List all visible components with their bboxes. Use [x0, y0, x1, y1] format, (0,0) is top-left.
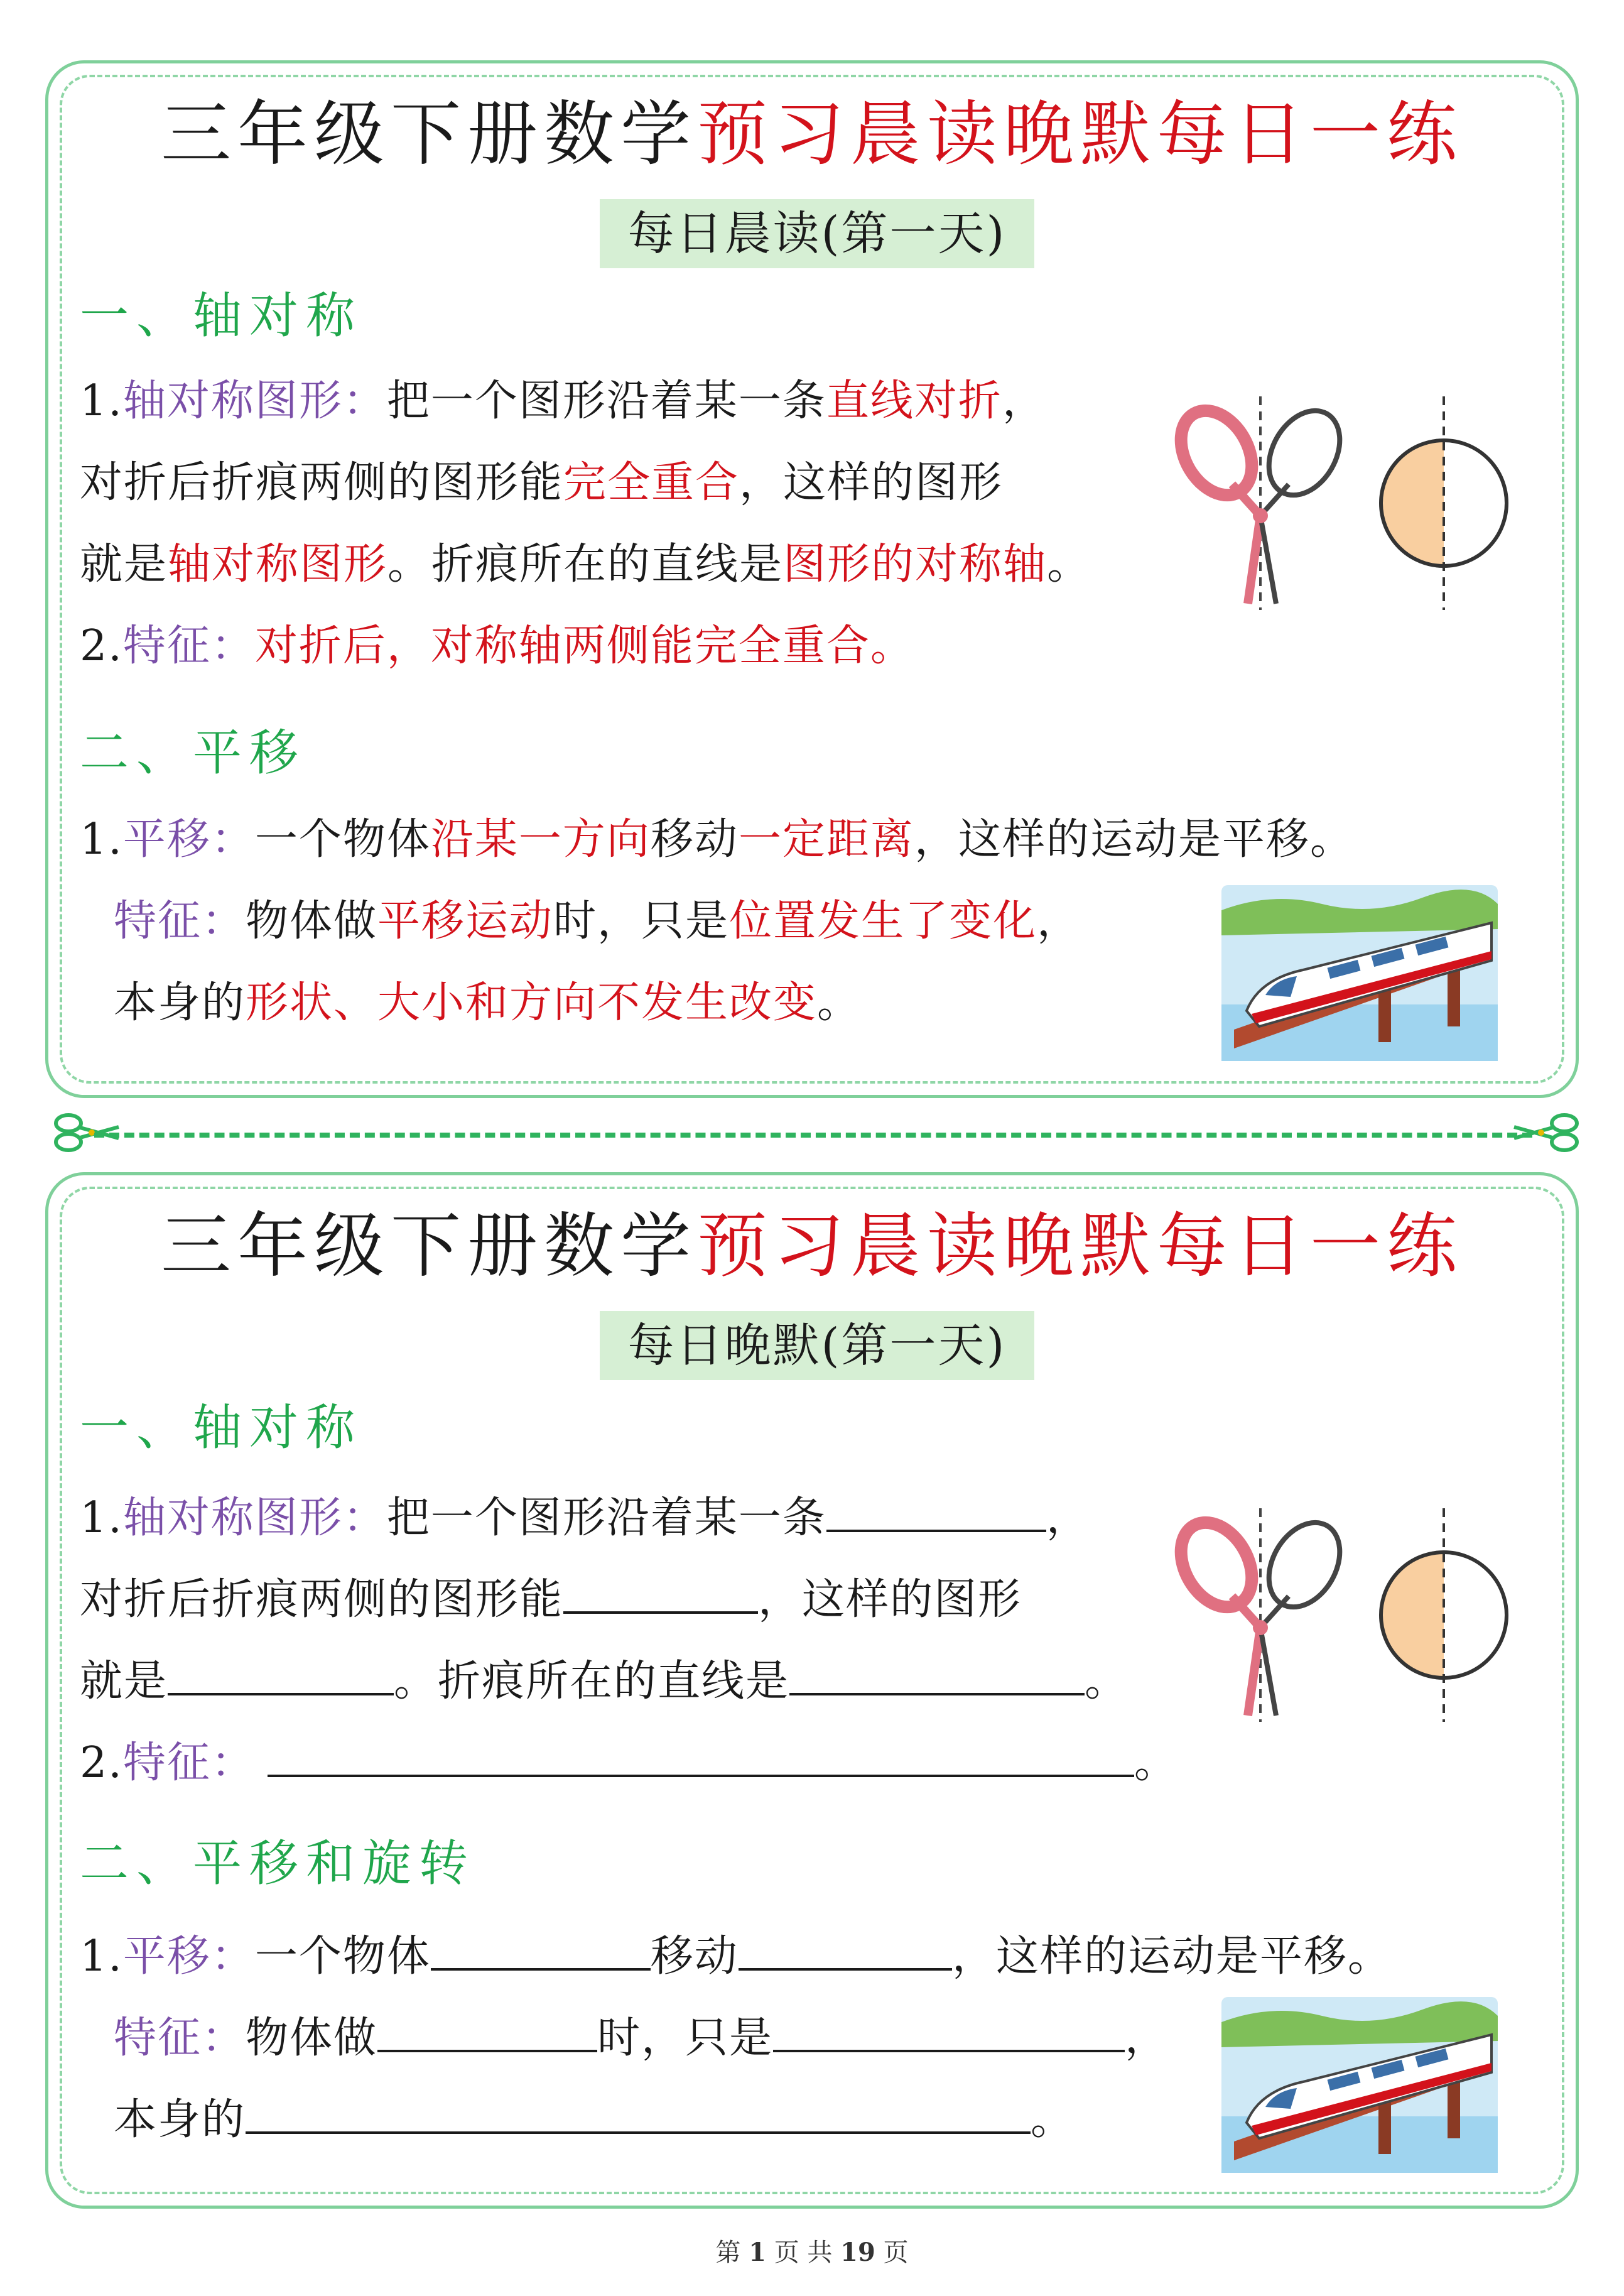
text: 。 [1031, 2095, 1075, 2145]
text: 。 [817, 978, 862, 1028]
symmetry-illustration [1172, 1496, 1524, 1734]
item-number: 2. [80, 1738, 123, 1788]
fill-blank[interactable] [739, 1920, 952, 1971]
translation-feature-line-2 [114, 972, 861, 1035]
text: 。 [1085, 1657, 1129, 1706]
symmetry-feature-line [80, 615, 914, 678]
footer-text: 第 [715, 2238, 741, 2267]
key-phrase: 直线对折 [826, 376, 1002, 426]
title-black-part: 三年级下册数学 [161, 1205, 697, 1287]
footer-text: 页 [883, 2238, 909, 2267]
fill-blank[interactable] [431, 1920, 651, 1971]
symmetry-line-3 [80, 1645, 1129, 1713]
text: 时，只是 [553, 896, 730, 946]
key-phrase: 沿某一方向 [430, 815, 651, 864]
fill-blank[interactable] [826, 1482, 1046, 1532]
title-black-part: 三年级下册数学 [161, 94, 697, 175]
term-label: 特征： [114, 896, 246, 946]
text: 把一个图形沿着某一条 [386, 376, 826, 426]
scissors-icon [1172, 1508, 1354, 1722]
key-phrase: 完全重合 [563, 458, 740, 508]
symmetry-line-2 [80, 452, 1003, 514]
title-red-part: 预习晨读晚默每日一练 [697, 1205, 1463, 1287]
text: ， [1125, 2013, 1169, 2063]
text: 就是 [80, 540, 168, 589]
key-phrase: 对折后，对称轴两侧能完全重合。 [254, 621, 914, 671]
text: 移动 [650, 815, 739, 864]
text: 对折后折痕两侧的图形能 [80, 1575, 564, 1624]
fill-blank[interactable] [563, 1564, 758, 1614]
title-red-part: 预习晨读晚默每日一练 [697, 94, 1463, 175]
symmetry-feature-line [80, 1727, 1178, 1795]
morning-reading-card [45, 60, 1579, 1098]
term-label: 特征： [114, 2013, 246, 2063]
subtitle-badge: 每日晨读(第一天) [600, 199, 1034, 268]
text: ， [1002, 376, 1046, 426]
text: ，这样的运动是平移。 [951, 1932, 1392, 1981]
translation-feature-line-1 [114, 890, 1081, 953]
cut-line-divider [94, 1133, 1532, 1138]
text: 物体做 [246, 896, 378, 946]
footer-text: 页 共 [774, 2238, 833, 2267]
term-label: 特征： [122, 1738, 255, 1788]
fill-blank[interactable] [246, 2084, 1031, 2134]
scissors-icon [1511, 1111, 1580, 1155]
text: 把一个图形沿着某一条 [386, 1493, 826, 1543]
item-number: 1. [80, 376, 123, 426]
text: 一个物体 [254, 815, 431, 864]
term-label: 平移： [122, 815, 255, 864]
fill-blank[interactable] [789, 1645, 1085, 1695]
symmetry-line-2 [80, 1564, 1022, 1631]
page-title [48, 94, 1576, 175]
translation-feature-line-1 [114, 2002, 1169, 2070]
circle-fold-icon [1381, 1508, 1507, 1722]
text: 。折痕所在的直线是 [394, 1657, 790, 1706]
subtitle-badge: 每日晚默(第一天) [600, 1311, 1034, 1380]
text: 本身的 [114, 978, 246, 1028]
text: 时，只是 [597, 2013, 774, 2063]
symmetry-line-3 [80, 533, 1091, 596]
section-heading-symmetry: 一、轴对称 [80, 288, 363, 344]
text: 。 [1134, 1738, 1178, 1788]
translation-line-1 [80, 1920, 1392, 1988]
text: 。 [1047, 540, 1091, 589]
section-heading-symmetry: 一、轴对称 [80, 1400, 363, 1456]
symmetry-line-1 [80, 370, 1046, 433]
fill-blank[interactable] [773, 2002, 1125, 2052]
section-heading-translation: 二、平移 [80, 725, 306, 781]
term-label: 平移： [122, 1932, 255, 1981]
fill-blank[interactable] [377, 2002, 597, 2052]
key-phrase: 平移运动 [377, 896, 554, 946]
circle-fold-icon [1381, 396, 1507, 610]
evening-dictation-card [45, 1172, 1579, 2209]
key-phrase: 形状、大小和方向不发生改变 [246, 978, 818, 1028]
term-label: 轴对称图形： [122, 376, 387, 426]
text: 物体做 [246, 2013, 378, 2063]
key-phrase: 轴对称图形 [168, 540, 388, 589]
text: 一个物体 [254, 1932, 431, 1981]
text: ， [1037, 896, 1081, 946]
item-number: 1. [80, 1932, 123, 1981]
item-number: 1. [80, 1493, 123, 1543]
page-footer [0, 2234, 1624, 2272]
text: 。折痕所在的直线是 [387, 540, 784, 589]
translation-line-1 [80, 808, 1354, 871]
text: 本身的 [114, 2095, 246, 2145]
key-phrase: 一定距离 [738, 815, 914, 864]
text: 对折后折痕两侧的图形能 [80, 458, 564, 508]
term-label: 特征： [122, 621, 255, 671]
fill-blank[interactable] [268, 1727, 1134, 1777]
section-heading-translation-rotation: 二、平移和旋转 [80, 1836, 476, 1892]
item-number: 1. [80, 815, 123, 864]
key-phrase: 图形的对称轴 [783, 540, 1047, 589]
text: 就是 [80, 1657, 168, 1706]
page-title [48, 1205, 1576, 1287]
item-number: 2. [80, 621, 123, 671]
text: ，这样的图形 [758, 1575, 1022, 1624]
current-page-number: 1 [749, 2238, 766, 2267]
translation-feature-line-2 [114, 2084, 1075, 2152]
text: 移动 [650, 1932, 739, 1981]
text: ，这样的运动是平移。 [914, 815, 1354, 864]
train-icon [1221, 1997, 1498, 2173]
fill-blank[interactable] [168, 1645, 394, 1695]
symmetry-line-1 [80, 1482, 1090, 1550]
train-icon [1221, 885, 1498, 1061]
text: ，这样的图形 [739, 458, 1004, 508]
scissors-icon [1172, 396, 1354, 610]
text: ， [1046, 1493, 1090, 1543]
symmetry-illustration [1172, 384, 1524, 623]
term-label: 轴对称图形： [122, 1493, 387, 1543]
key-phrase: 位置发生了变化 [729, 896, 1037, 946]
total-page-count: 19 [840, 2238, 875, 2267]
